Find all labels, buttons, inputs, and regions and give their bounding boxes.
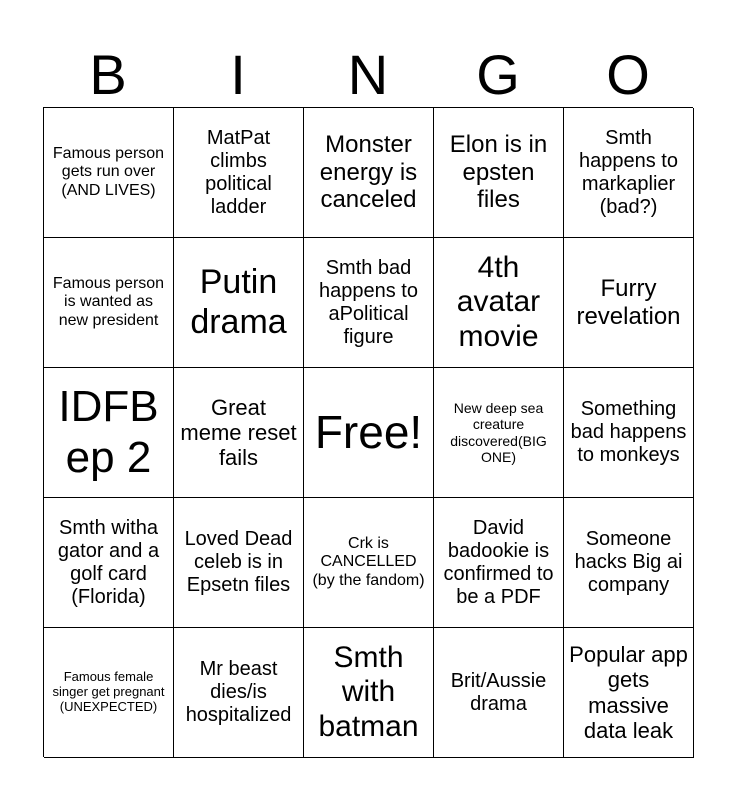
- bingo-cell[interactable]: [304, 498, 434, 628]
- header-letter-n: N: [347, 43, 389, 106]
- bingo-header: [43, 42, 693, 108]
- cell-text: Someone hacks Big ai company: [574, 528, 683, 596]
- cell-text: Something bad happens to monkeys: [570, 398, 687, 466]
- cell-text: Brit/Aussie drama: [450, 669, 547, 715]
- cell-text: New deep sea creature discovered(BIG ONE): [450, 400, 547, 465]
- bingo-cell[interactable]: [564, 628, 694, 758]
- cell-text: Elon is in epsten files: [449, 131, 548, 214]
- header-letter-i: I: [230, 43, 246, 106]
- cell-text: Furry revelation: [576, 274, 681, 330]
- cell-text: Famous person gets run over (AND LIVES): [52, 144, 165, 199]
- bingo-cell[interactable]: [174, 368, 304, 498]
- cell-text: IDFB ep 2: [58, 381, 159, 482]
- bingo-cell[interactable]: [44, 498, 174, 628]
- bingo-cell[interactable]: [564, 368, 694, 498]
- cell-text: Smth witha gator and a golf card (Florida): [57, 516, 160, 608]
- bingo-board: [43, 107, 693, 757]
- cell-text: Monster energy is canceled: [319, 131, 418, 214]
- bingo-cell[interactable]: [44, 238, 174, 368]
- bingo-cell[interactable]: [564, 498, 694, 628]
- bingo-cell[interactable]: [174, 628, 304, 758]
- cell-text: Great meme reset fails: [180, 394, 297, 471]
- bingo-cell[interactable]: [174, 238, 304, 368]
- bingo-cell[interactable]: [434, 498, 564, 628]
- cell-text: 4th avatar movie: [456, 250, 541, 353]
- bingo-cell[interactable]: [434, 628, 564, 758]
- cell-text: Crk is CANCELLED (by the fandom): [312, 534, 425, 589]
- cell-text: Loved Dead celeb is in Epsetn files: [184, 528, 293, 596]
- cell-text: Putin drama: [190, 263, 287, 341]
- bingo-cell[interactable]: [564, 238, 694, 368]
- bingo-cell[interactable]: [434, 108, 564, 238]
- cell-text: Smth with batman: [318, 640, 419, 743]
- header-letter-b: B: [89, 43, 127, 106]
- bingo-cell[interactable]: [304, 628, 434, 758]
- bingo-cell[interactable]: [304, 238, 434, 368]
- header-letter-g: G: [476, 43, 520, 106]
- cell-text: Famous person is wanted as new president: [52, 274, 165, 329]
- bingo-cell[interactable]: [44, 628, 174, 758]
- bingo-cell[interactable]: [304, 108, 434, 238]
- header-letter-o: O: [606, 43, 650, 106]
- cell-text: David badookie is confirmed to be a PDF: [443, 516, 554, 608]
- bingo-cell[interactable]: [564, 108, 694, 238]
- bingo-cell[interactable]: [174, 108, 304, 238]
- cell-text: Smth bad happens to aPolitical figure: [319, 256, 418, 348]
- bingo-cell[interactable]: [174, 498, 304, 628]
- cell-text: Smth happens to markaplier (bad?): [579, 126, 678, 218]
- cell-text: Famous female singer get pregnant (UNEXPECTED): [52, 669, 165, 714]
- bingo-cell[interactable]: [434, 238, 564, 368]
- bingo-cell[interactable]: [44, 108, 174, 238]
- bingo-cell[interactable]: [44, 368, 174, 498]
- cell-text: Mr beast dies/is hospitalized: [185, 658, 292, 726]
- cell-text: MatPat climbs political ladder: [205, 126, 272, 218]
- cell-text: Free!: [314, 406, 423, 459]
- bingo-cell[interactable]: [434, 368, 564, 498]
- free-space[interactable]: [304, 368, 434, 498]
- cell-text: Popular app gets massive data leak: [569, 641, 688, 743]
